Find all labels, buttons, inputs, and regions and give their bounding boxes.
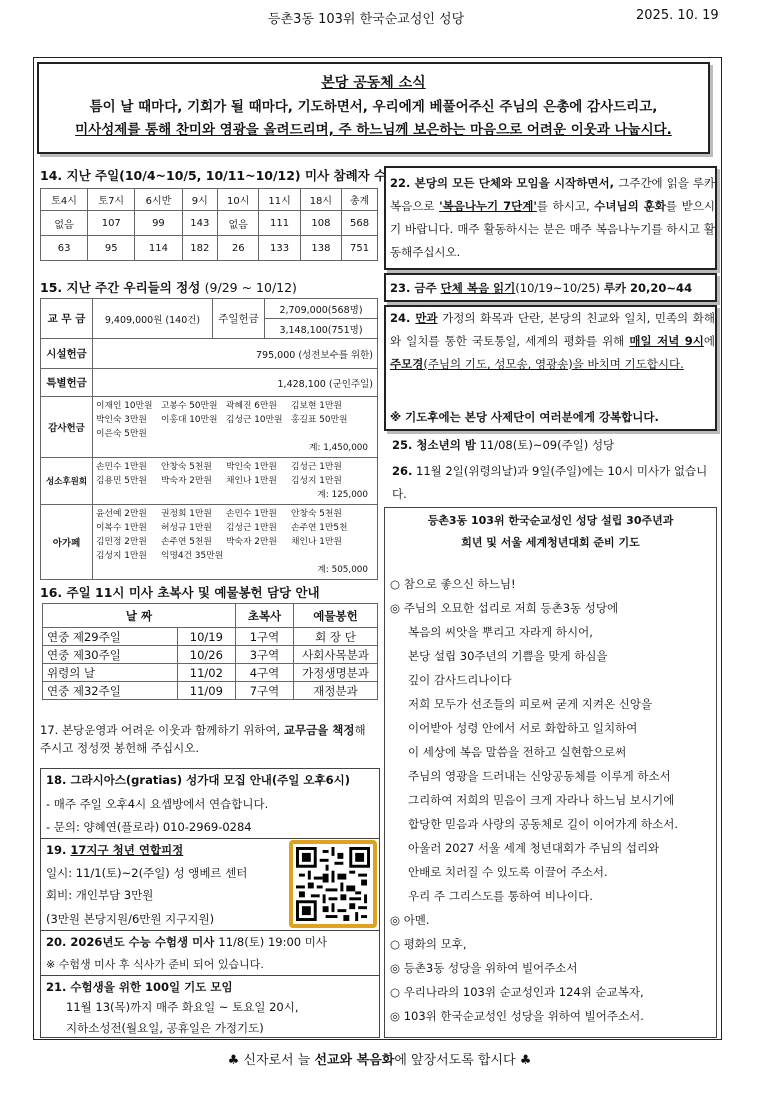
prayer-line: 아울러 2027 서울 세계 청년대회가 주님의 섭리와 [408,841,660,855]
agape-entry: 손주연 1만5천 [291,523,348,533]
attendance-table [40,188,378,261]
agape-entry: 김민정 2만원 [96,537,147,547]
prayer-line: 안배로 치러질 수 있도록 이끌어 주소서. [408,865,608,879]
s23-a: 23. 금주 [390,281,441,295]
schedule-row [43,682,378,700]
prayer-line: 이 세상에 복음 말씀을 전하고 실현함으로써 [408,745,627,759]
s23-c: (10/19~10/25) [515,281,604,295]
attendance-cell: 10시 [218,189,259,211]
s21-title [46,978,233,996]
s24-e: 에 [703,334,715,348]
attendance-cell: 없음 [218,211,259,236]
schedule-cell: 1구역 [236,628,294,646]
attendance-cell: 751 [342,236,378,261]
jumil-label: 주일헌금 [213,299,265,339]
seongso-entry: 김용민 5만원 [96,476,147,486]
footer-c: 에 앞장서도록 합시다 ♣ [394,1053,532,1068]
s24-c: 가정의 화목과 단란, 본당의 친교와 일치, 민족의 화해와 일치를 통한 국토통일, 세계의 평화를 위해 [390,311,715,348]
sisul-label: 시설헌금 [41,339,93,369]
s22-e: 수녀님의 훈화 [594,199,666,213]
community-news-banner [37,62,710,154]
schedule-cell: 10/19 [177,628,235,646]
prayer-line: 그리하여 저희의 믿음이 크게 자라나 하느님 보시기에 [408,793,675,807]
s17-d: 해 주시고 정성껏 봉헌해 주십시오. [40,723,366,755]
prayer-line: ○ 참으로 좋으신 하느님! [390,577,516,591]
s17-text [40,721,380,757]
s26-b: 11월 2일(위령의날)과 9일(주일)에는 10시 미사가 없습니다. [392,464,708,501]
s22-f: 를 받으시기 바랍니다. 매주 활동하시는 분은 매주 복음나누기를 하시고 활동해주십시오. [390,199,715,259]
s22-c: '복음나누기 7단계' [439,199,537,213]
prayer-line: 저희 모두가 선조들의 피로써 굳게 지켜온 신앙을 [408,697,653,711]
attendance-cell: 총계 [342,189,378,211]
agape-entry: 안창숙 5천원 [291,509,342,519]
s23-d: 루카 20,20~44 [603,281,693,295]
footer-slogan [0,1049,759,1068]
s16-title: 16. 주일 11시 미사 초복사 및 예물봉헌 담당 안내 [40,585,320,600]
attendance-cell: 26 [218,236,259,261]
divider [40,930,380,931]
attendance-cell: 99 [135,211,182,236]
gamsa-entry: 이홍대 10만원 [161,415,218,425]
gamsa-entry: 박인숙 3만원 [96,415,147,425]
prayer-line: 주님의 영광을 드러내는 신앙공동체를 이루게 하소서 [408,769,671,783]
teuk-value: 1,428,100 (군인주일) [93,369,378,397]
s22-b: 그주간에 읽을 루카 복음으로 [390,176,715,213]
attendance-cell: 18시 [300,189,341,211]
seongso-entry: 안창숙 5천원 [161,462,212,472]
agape-label: 아가페 [41,505,93,580]
divider [40,838,380,839]
s17-b: 교무금 [283,723,318,737]
schedule-cell: 가정생명분과 [294,664,378,682]
prayer-title-1: 등촌3동 103위 한국순교성인 성당 설립 30주년과 [427,514,674,527]
attendance-cell: 114 [135,236,182,261]
s19-l3: (3만원 본당지원/6만원 지구지원) [46,912,215,926]
attendance-cell: 108 [300,211,341,236]
prayer-line: 합당한 믿음과 사랑의 공동체로 길이 이어가게 하소서. [408,817,678,831]
s24-b: 만과 [415,311,438,325]
s15-period: (9/29 ~ 10/12) [204,280,297,295]
seongso-list [93,458,378,505]
agape-entry: 허성규 1만원 [161,523,212,533]
schedule-row [43,664,378,682]
schedule-cell: 회 장 단 [294,628,378,646]
schedule-cell: 11/02 [177,664,235,682]
gamsa-entry: 홍길표 50만원 [291,415,348,425]
s18-l2: - 문의: 양혜연(플로라) 010-2969-0284 [46,820,252,834]
agape-list [93,505,378,580]
banner-line-1: 틈이 날 때마다, 기회가 될 때마다, 기도하면서, 우리에게 베풀어주신 주님의 은총에 감사드리고, [89,99,658,115]
schedule-cell: 재정분과 [294,682,378,700]
seongso-entry: 박인숙 1만원 [226,462,277,472]
agape-entry: 손민수 1만원 [226,509,277,519]
seongso-label: 성소후원회 [41,458,93,505]
s19-title [46,841,183,859]
parish-name: 등촌3동 103위 한국순교성인 성당 [268,12,465,27]
s15-title-text: 15. 지난 주간 우리들의 정성 [40,280,201,295]
prayer-line: ◎ 103위 한국순교성인 성당을 위하여 빌어주소서. [390,1009,644,1023]
agape-entry: 김성지 1만원 [96,551,147,561]
s17-c: 을 책정 [317,723,355,737]
agape-entry: 권정희 1만원 [161,509,212,519]
attendance-cell: 111 [259,211,300,236]
s25-a: 25. [392,438,417,452]
s24-g: (주님의 기도, 성모송, 영광송)을 바치며 기도합시다. [423,357,684,371]
agape-entry: 김성근 1만원 [226,523,277,533]
agape-entry: 손주연 5천원 [161,537,212,547]
gamsa-list [93,397,378,458]
gamsa-entry: 김보현 1만원 [291,401,342,411]
footer-b: 선교와 복음화 [314,1053,395,1068]
s20-b: 11/8(토) 19:00 미사 [218,935,327,949]
qr-pattern [296,847,370,921]
schedule-cell: 11/09 [177,682,235,700]
gamsa-label: 감사헌금 [41,397,93,458]
qr-code-icon[interactable] [289,840,377,928]
schedule-cell: 연중 제32주일 [43,682,178,700]
s20-line [46,933,327,951]
gamsa-entry: 이은숙 5만원 [96,429,147,439]
schedule-cell: 10/26 [177,646,235,664]
jumil-b: 3,148,100(751명) [265,319,378,339]
s18-l1: - 매주 주일 오후4시 요셉방에서 연습합니다. [46,797,269,811]
s20-note: ※ 수험생 미사 후 식사가 준비 되어 있습니다. [46,958,264,971]
offering-table [40,298,378,580]
agape-total: 계: 505,000 [317,565,368,575]
attendance-cell: 63 [41,236,88,261]
s22-text [390,172,715,264]
s23-text [390,279,692,297]
prayer-title-2: 희년 및 서울 세계청년대회 준비 기도 [461,536,640,549]
s26-a: 26. [392,464,413,478]
prayer-line: ◎ 아멘. [390,913,430,927]
prayer-line: ○ 평화의 모후, [390,937,467,951]
s25-c: 11/08(토)~09(주일) 성당 [475,438,615,452]
s22-a: 22. 본당의 모든 단체와 모임을 시작하면서, [390,176,619,190]
s24-d: 매일 저녁 9시 [629,334,704,348]
prayer-line: 본당 설립 30주년의 기쁨을 맞게 하심을 [408,649,608,663]
attendance-cell: 토4시 [41,189,88,211]
s21-a: 21. [46,980,71,994]
jumil-a: 2,709,000(568명) [265,299,378,319]
schedule-cell: 연중 제29주일 [43,628,178,646]
agape-entry: 윤선예 2만원 [96,509,147,519]
agape-entry: 박숙자 2만원 [226,537,277,547]
agape-entry: 익명4건 35만원 [161,551,224,561]
s14-title: 14. 지난 주일(10/4~10/5, 10/11~10/12) 미사 참례자 수 [40,168,387,183]
attendance-cell: 568 [342,211,378,236]
s25-text [392,436,614,454]
schedule-row [43,646,378,664]
prayer-line: 복음의 씨앗을 뿌리고 자라게 하시어, [408,625,593,639]
attendance-cell: 133 [259,236,300,261]
schedule-cell: 위령의 날 [43,664,178,682]
teuk-label: 특별헌금 [41,369,93,397]
s24-a: 24. [390,311,416,325]
attendance-cell: 138 [300,236,341,261]
attendance-cell: 107 [88,211,135,236]
gamsa-entry: 이재인 10만원 [96,401,153,411]
prayer-line: 깊이 감사드리나이다 [408,673,512,687]
bulletin-date: 2025. 10. 19 [636,8,719,23]
gamsa-entry: 고봉수 50만원 [161,401,218,411]
sisul-value: 795,000 (성전보수를 위한) [93,339,378,369]
s19-num: 19. [46,843,71,857]
s16-h3: 예물봉헌 [294,604,378,628]
s21-l2: 지하소성전(월요일, 공휴일은 가정기도) [66,1021,264,1035]
s23-b: 단체 복음 읽기 [440,281,516,295]
schedule-cell: 3구역 [236,646,294,664]
schedule-cell: 사회사목분과 [294,646,378,664]
gamsa-entry: 곽혜진 6만원 [226,401,277,411]
s16-h2: 초복사 [236,604,294,628]
prayer-line: ○ 우리나라의 103위 순교성인과 124위 순교복자, [390,985,644,999]
seongso-entry: 김성근 1만원 [291,462,342,472]
banner-line-2: 미사성제를 통해 찬미와 영광을 올려드리며, 주 하느님께 보은하는 마음으로 어려운 이웃과 나눕시다. [75,122,672,138]
attendance-cell: 6시반 [135,189,182,211]
s15-title [40,278,297,296]
gyomu-label: 교 무 금 [41,299,93,339]
s17-a: 17. 본당운영과 어려운 이웃과 함께하기 위하여, [40,723,284,737]
prayer-line: ◎ 등촌3동 성당을 위하여 빌어주소서 [390,961,578,975]
attendance-cell: 143 [182,211,218,236]
seongso-entry: 손민수 1만원 [96,462,147,472]
gyomu-value: 9,409,000원 (140건) [93,299,213,339]
server-schedule-table [42,603,378,700]
schedule-cell: 7구역 [236,682,294,700]
agape-entry: 이복수 1만원 [96,523,147,533]
banner-title: 본당 공동체 소식 [321,75,426,91]
attendance-cell: 182 [182,236,218,261]
s16-h1: 날 짜 [43,604,236,628]
attendance-cell: 11시 [259,189,300,211]
gamsa-entry: 김성근 10만원 [226,415,283,425]
s24-f: 주모경 [390,357,424,371]
prayer-line: 이어받아 성령 안에서 서로 화합하고 일치하여 [408,721,638,735]
s19-title-text: 17지구 청년 연합피정 [70,843,184,857]
s22-d: 를 하시고, [536,199,595,213]
s24-text [390,307,715,376]
s21-l1: 11월 13(목)까지 매주 화요일 ~ 토요일 20시, [66,1000,299,1014]
prayer-line: 우리 주 그리스도를 통하여 비나이다. [408,889,593,903]
s24-note: ※ 기도후에는 본당 사제단이 여러분에게 강복합니다. [390,410,659,424]
attendance-cell: 95 [88,236,135,261]
seongso-total: 계: 125,000 [317,490,368,500]
s26-text [392,460,718,506]
divider [40,975,380,976]
gamsa-total: 계: 1,450,000 [308,443,368,453]
s18-title: 18. 그라시아스(gratias) 성가대 모집 안내(주일 오후6시) [46,773,350,787]
schedule-cell: 연중 제30주일 [43,646,178,664]
s21-b: 수험생을 위한 100일 기도 모임 [70,980,233,994]
agape-entry: 채인나 1만원 [291,537,342,547]
s20-a: 20. 2026년도 수능 수험생 미사 [46,935,219,949]
schedule-cell: 4구역 [236,664,294,682]
seongso-entry: 박숙자 2만원 [161,476,212,486]
attendance-cell: 토7시 [88,189,135,211]
seongso-entry: 김성지 1만원 [291,476,342,486]
footer-a: ♣ 신자로서 늘 [227,1053,315,1068]
prayer-lines [390,572,715,1028]
schedule-row [43,628,378,646]
s19-l2: 회비: 개인부담 3만원 [46,888,154,902]
attendance-cell: 9시 [182,189,218,211]
s19-l1: 일시: 11/1(토)~2(주일) 성 앵베르 센터 [46,866,248,880]
s25-b: 청소년의 밤 [416,438,476,452]
prayer-line: ◎ 주님의 오묘한 섭리로 저희 등촌3동 성당에 [390,601,619,615]
attendance-cell: 없음 [41,211,88,236]
seongso-entry: 채인나 1만원 [226,476,277,486]
